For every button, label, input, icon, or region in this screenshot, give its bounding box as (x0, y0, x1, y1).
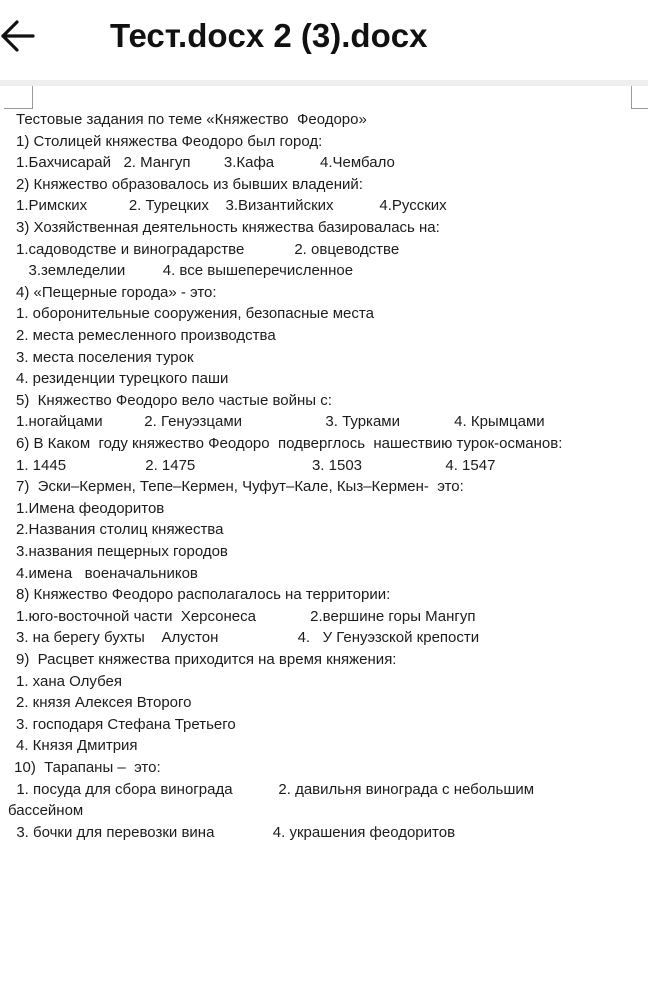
question-7: 7) Эски–Кермен, Тепе–Кермен, Чуфут–Кале, Кыз–Кермен- это: (16, 478, 464, 496)
answer-option: 2.Названия столиц княжества (16, 521, 224, 539)
page-margin-corner-right (631, 86, 648, 109)
header-divider (0, 80, 648, 86)
question-10: 10) Тарапаны – это: (10, 759, 161, 776)
answer-options: 3. бочки для перевозки вина 4. украшения феодоритов (8, 823, 456, 841)
answer-options: 1.ногайцами 2. Генуэзцами 3. Турками 4. Крымцами (16, 413, 545, 431)
question-5: 5) Княжество Феодоро вело частые войны с: (16, 391, 332, 409)
answer-options: 1.Бахчисарай 2. Мангуп 3.Кафа 4.Чембало (16, 154, 395, 172)
question-3: 3) Хозяйственная деятельность княжества базировалась на: (16, 219, 440, 236)
answer-option: 1.Имена феодоритов (16, 499, 165, 517)
answer-options: 1.юго-восточной части Херсонеса 2.вершине горы Мангуп (16, 607, 476, 625)
document-title: Тест.docx 2 (3).docx (110, 17, 428, 54)
answer-option: 2. князя Алексея Второго (16, 694, 192, 712)
answer-option: 4. резиденции турецкого паши (16, 370, 229, 388)
question-1: 1) Столицей княжества Феодоро был город: (16, 132, 323, 150)
question-4: 4) «Пещерные города» - это: (16, 283, 217, 301)
app-header (0, 0, 648, 80)
answer-options: 1. 1445 2. 1475 3. 1503 4. 1547 (16, 456, 496, 474)
answer-option: 3.названия пещерных городов (16, 543, 228, 560)
answer-options: 3. на берегу бухты Алустон 4. У Генуэзской крепости (16, 629, 480, 647)
answer-options-continued: бассейном (8, 802, 84, 820)
answer-option: 3. места поселения турок (16, 348, 194, 366)
answer-options: 3.земледелии 4. все вышеперечисленное (16, 262, 354, 280)
answer-option: 3. господаря Стефана Третьего (16, 715, 236, 733)
answer-options: 1.Римских 2. Турецких 3.Византийских 4.Русских (16, 197, 447, 215)
back-arrow-icon[interactable] (0, 14, 44, 58)
question-2: 2) Княжество образовалось из бывших владений: (16, 175, 363, 193)
question-6: 6) В Каком году княжество Феодоро подверглось нашествию турок-османов: (16, 435, 563, 452)
document-heading: Тестовые задания по теме «Княжество Феодоро» (16, 111, 367, 128)
page-margin-corner-left (4, 86, 33, 109)
answer-option: 2. места ремесленного производства (16, 327, 276, 344)
answer-option: 1. хана Олубея (16, 672, 122, 690)
answer-option: 4. Князя Дмитрия (16, 737, 138, 755)
question-8: 8) Княжество Феодоро располагалось на территории: (16, 586, 391, 604)
answer-option: 1. оборонительные сооружения, безопасные места (16, 305, 374, 323)
answer-options: 1. посуда для сбора винограда 2. давильня винограда с небольшим (8, 780, 535, 798)
question-9: 9) Расцвет княжества приходится на время княжения: (16, 651, 397, 668)
answer-option: 4.имена военачальников (16, 564, 198, 582)
answer-options: 1.садоводстве и виноградарстве 2. овцеводстве (16, 240, 400, 258)
